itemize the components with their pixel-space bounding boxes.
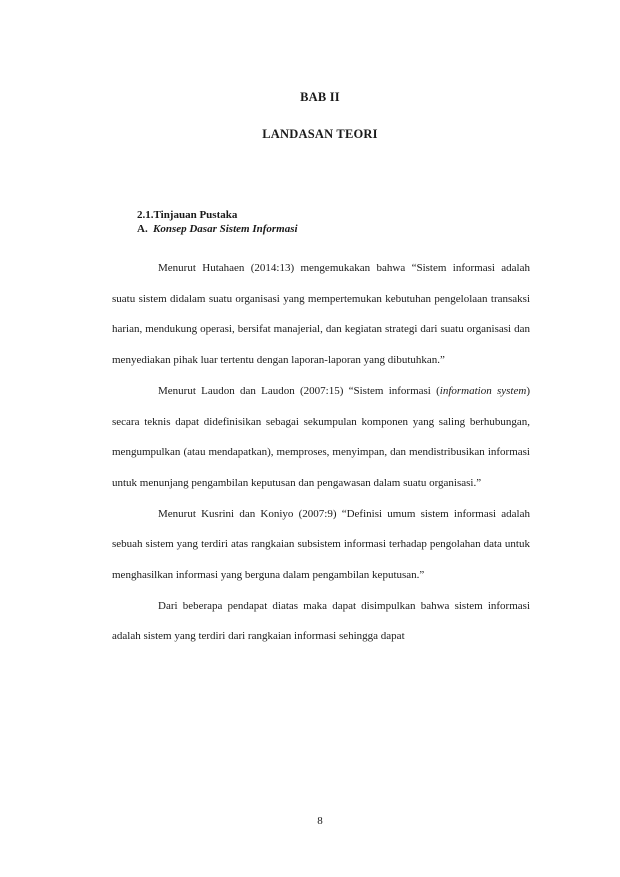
paragraph-kusrini: Menurut Kusrini dan Koniyo (2007:9) “Definisi umum sistem informasi adalah sebuah sistem yang terdiri atas rangkaian subsistem informasi terhadap pengolahan data untuk menghasilkan informasi yang berguna dalam pengambilan keputusan.”: [112, 507, 530, 582]
subsection-title: Konsep Dasar Sistem Informasi: [153, 223, 298, 235]
subsection-marker: A.: [137, 223, 148, 235]
chapter-title: LANDASAN TEORI: [262, 127, 378, 141]
chapter-number: BAB II: [300, 90, 340, 104]
paragraph-laudon-italic: information system: [439, 384, 527, 397]
body-text: [112, 253, 530, 652]
paragraph-laudon-after: ) secara teknis dapat didefinisikan sebagai sekumpulan komponen yang saling berhubungan, mengumpulkan (atau mendapatkan), memproses, menyimpan, dan mendistribusikan informasi untuk menunjang pengambilan keputusan dan pengawasan dalam suatu organisasi.”: [112, 384, 530, 489]
page-number: 8: [317, 815, 323, 827]
subsection-heading: [137, 223, 298, 235]
paragraph-laudon: [112, 376, 530, 499]
paragraph-hutahaen: Menurut Hutahaen (2014:13) mengemukakan bahwa “Sistem informasi adalah suatu sistem didalam suatu organisasi yang mempertemukan kebutuhan pengelolaan transaksi harian, mendukung operasi, bersifat manajerial, dan kegiatan strategi dari suatu organisasi dan menyediakan pihak luar tertentu dengan laporan-laporan yang dibutuhkan.”: [112, 262, 530, 367]
paragraph-laudon-before: Menurut Laudon dan Laudon (2007:15) “Sistem informasi (: [158, 384, 440, 397]
paragraph-conclusion: Dari beberapa pendapat diatas maka dapat disimpulkan bahwa sistem informasi adalah sistem yang terdiri dari rangkaian informasi sehingga dapat: [112, 599, 530, 643]
section-heading: 2.1.Tinjauan Pustaka: [137, 209, 238, 221]
